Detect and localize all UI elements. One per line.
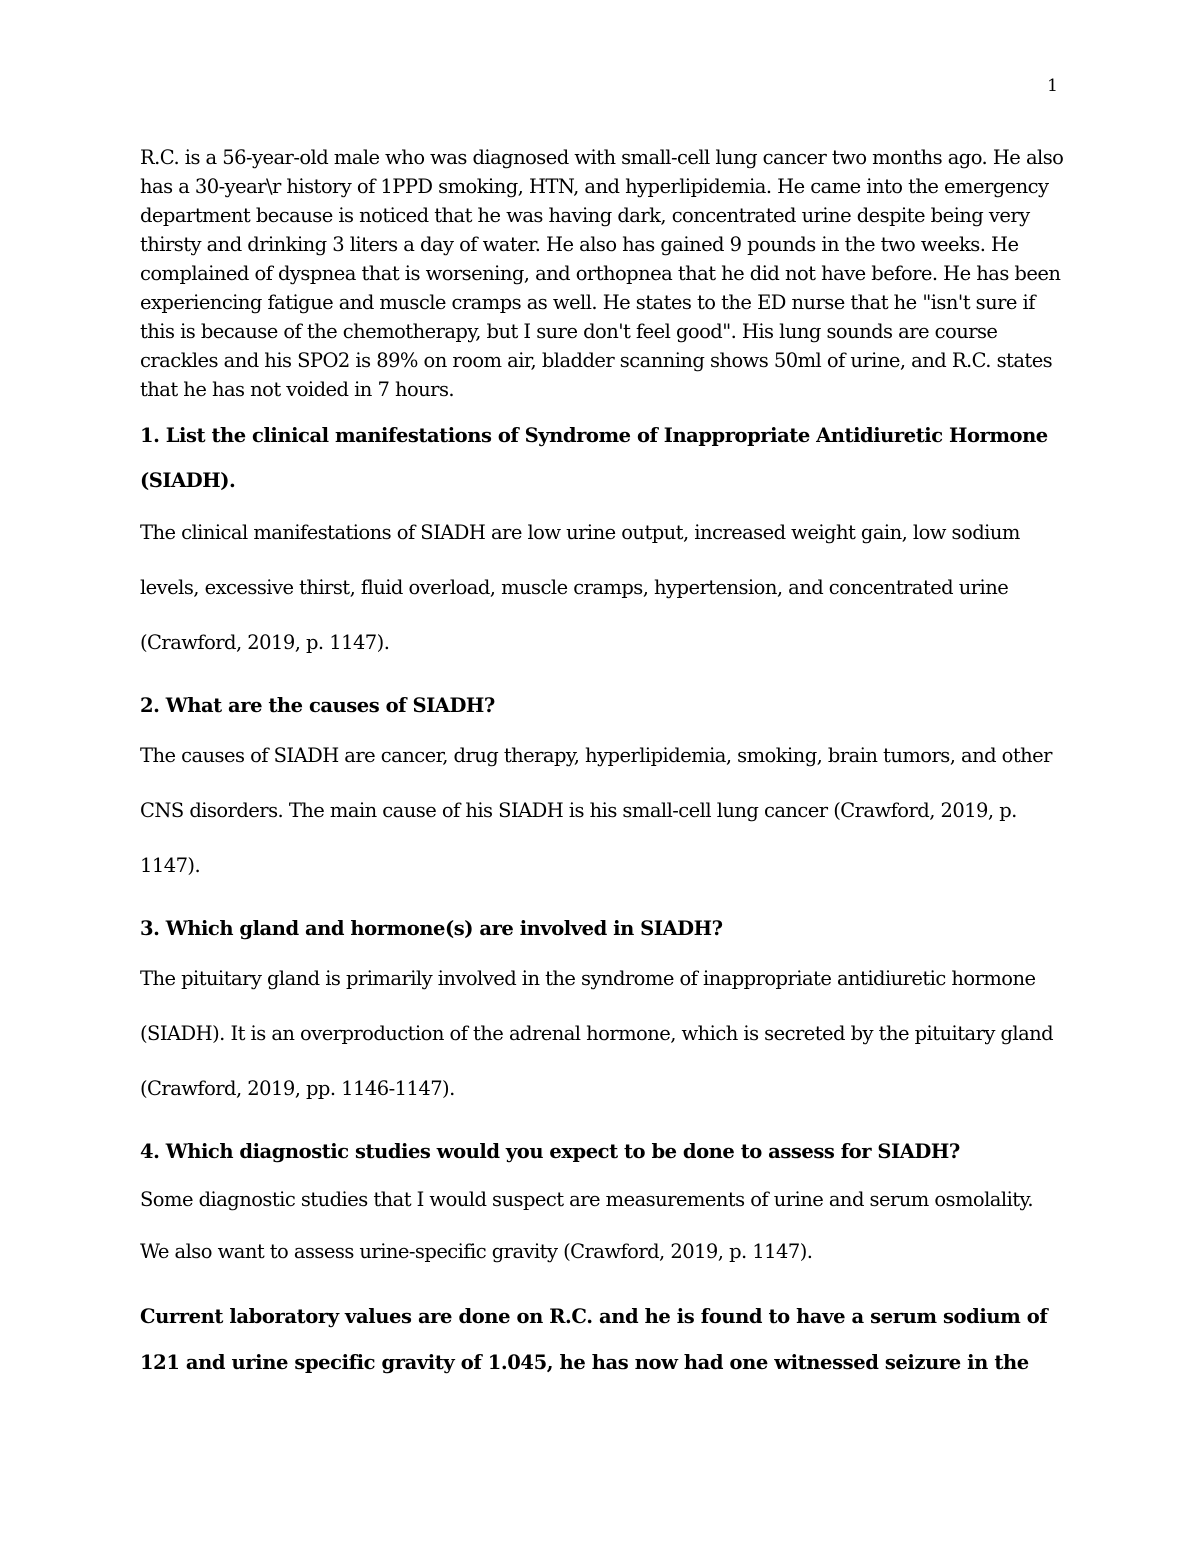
- answer-4: Some diagnostic studies that I would suspect are measurements of urine and serum osmolality. We also want to assess urine-specific gravity (Crawford, 2019, p. 1147).: [140, 1188, 1034, 1263]
- question-1: 1. List the clinical manifestations of Syndrome of Inappropriate Antidiuretic Hormone (SIADH).: [140, 424, 1048, 492]
- answer-3: The pituitary gland is primarily involved in the syndrome of inappropriate antidiuretic hormone (SIADH). It is an overproduction of the adrenal hormone, which is secreted by the pituitary gland (Crawford, 2019, pp. 1146-1147).: [140, 967, 1054, 1100]
- lab-values-prompt: Current laboratory values are done on R.C. and he is found to have a serum sodium of 121 and urine specific gravity of 1.045, he has now had one witnessed seizure in the: [140, 1305, 1048, 1374]
- case-study-intro: R.C. is a 56-year-old male who was diagnosed with small-cell lung cancer two months ago. He also has a 30-year\r history of 1PPD smoking, HTN, and hyperlipidemia. He came into the emergency department because is noticed that he was having dark, concentrated urine despite being very thirsty and drinking 3 liters a day of water. He also has gained 9 pounds in the two weeks. He complained of dyspnea that is worsening, and orthopnea that he did not have before. He has been experiencing fatigue and muscle cramps as well. He states to the ED nurse that he "isn't sure if this is because of the chemotherapy, but I sure don't feel good". His lung sounds are course crackles and his SPO2 is 89% on room air, bladder scanning shows 50ml of urine, and R.C. states that he has not voided in 7 hours.: [140, 146, 1064, 401]
- question-3: 3. Which gland and hormone(s) are involved in SIADH?: [140, 917, 723, 940]
- question-2: 2. What are the causes of SIADH?: [140, 694, 495, 717]
- question-4: 4. Which diagnostic studies would you expect to be done to assess for SIADH?: [140, 1140, 960, 1163]
- answer-2: The causes of SIADH are cancer, drug therapy, hyperlipidemia, smoking, brain tumors, and other CNS disorders. The main cause of his SIADH is his small-cell lung cancer (Crawford, 2019, p. 1147).: [140, 744, 1052, 877]
- page-number: 1: [1047, 76, 1058, 96]
- answer-1: The clinical manifestations of SIADH are low urine output, increased weight gain, low sodium levels, excessive thirst, fluid overload, muscle cramps, hypertension, and concentrated urine (Crawford, 2019, p. 1147).: [140, 521, 1020, 654]
- document-body: [140, 143, 1064, 1386]
